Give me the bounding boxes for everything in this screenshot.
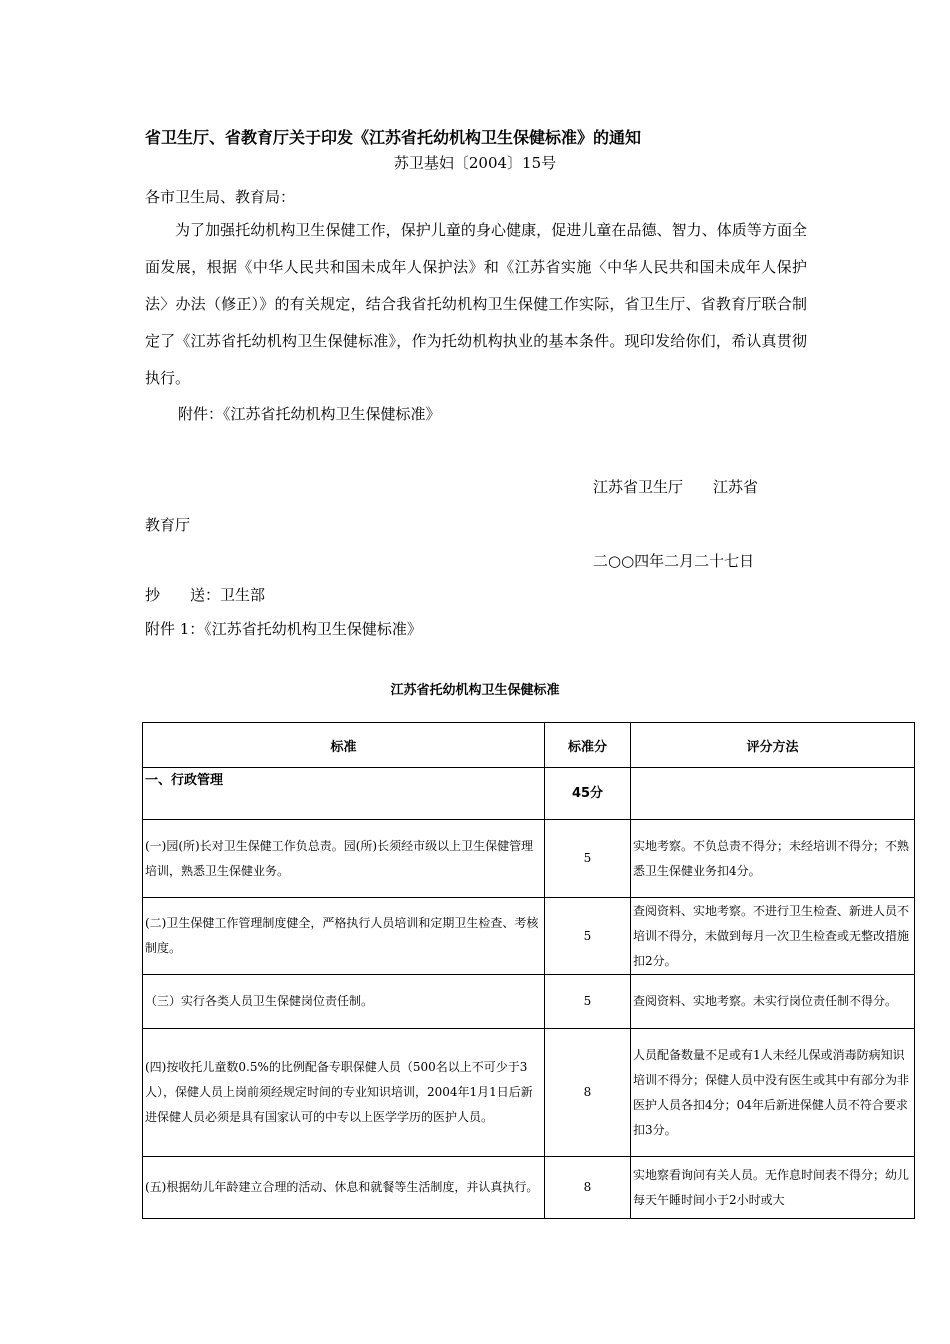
row-standard: (四)按收托儿童数0.5%的比例配备专职保健人员（500名以上不可少于3人），保健人员上岗前须经规定时间的专业知识培训，2004年1月1日后新进保健人员必须是具有国家认可的中专以上医学学历的医护人员。 — [143, 1029, 545, 1157]
attachment-line: 附件：《江苏省托幼机构卫生保健标准》 — [178, 405, 441, 423]
issuer-line-continued: 教育厅 — [145, 516, 191, 534]
standard-table — [142, 722, 915, 1219]
row-standard: (五)根据幼儿年龄建立合理的活动、休息和就餐等生活制度，并认真执行。 — [143, 1157, 545, 1219]
header-method: 评分方法 — [631, 723, 915, 768]
attachment-1-line: 附件 1：《江苏省托幼机构卫生保健标准》 — [145, 620, 422, 638]
row-method: 查阅资料、实地考察。不进行卫生检查、新进人员不培训不得分，未做到每月一次卫生检查或无整改措施扣2分。 — [631, 898, 915, 975]
table-row — [143, 898, 915, 975]
table-header-row — [143, 723, 915, 768]
row-standard: (二)卫生保健工作管理制度健全，严格执行人员培训和定期卫生检查、考核制度。 — [143, 898, 545, 975]
cc-value: 卫生部 — [220, 586, 266, 604]
header-standard: 标准 — [143, 723, 545, 768]
issuer-line: 江苏省卫生厅 江苏省 — [593, 478, 759, 496]
standard-title: 江苏省托幼机构卫生保健标准 — [390, 683, 560, 698]
issue-date: 二○○四年二月二十七日 — [593, 552, 755, 570]
document-number: 苏卫基妇〔2004〕15号 — [393, 154, 557, 172]
salutation: 各市卫生局、教育局： — [145, 188, 296, 206]
section-method — [631, 768, 915, 820]
table-row — [143, 1029, 915, 1157]
section-score: 45分 — [545, 768, 631, 820]
header-score: 标准分 — [545, 723, 631, 768]
cc-label: 抄 送： — [145, 586, 221, 604]
table-row — [143, 1157, 915, 1219]
row-score: 5 — [545, 820, 631, 898]
section-name: 一、行政管理 — [143, 768, 545, 820]
table-row — [143, 820, 915, 898]
row-method: 实地察看询问有关人员。无作息时间表不得分；幼儿每天午睡时间小于2小时或大 — [631, 1157, 915, 1219]
row-method: 查阅资料、实地考察。未实行岗位责任制不得分。 — [631, 975, 915, 1029]
row-method: 实地考察。不负总责不得分；未经培训不得分；不熟悉卫生保健业务扣4分。 — [631, 820, 915, 898]
row-score: 5 — [545, 898, 631, 975]
notice-title: 省卫生厅、省教育厅关于印发《江苏省托幼机构卫生保健标准》的通知 — [145, 128, 642, 147]
row-score: 8 — [545, 1157, 631, 1219]
table-row — [143, 975, 915, 1029]
row-standard: （三）实行各类人员卫生保健岗位责任制。 — [143, 975, 545, 1029]
cc-line — [145, 584, 265, 605]
row-standard: (一)园(所)长对卫生保健工作负总责。园(所)长须经市级以上卫生保健管理培训，熟悉卫生保健业务。 — [143, 820, 545, 898]
row-score: 8 — [545, 1029, 631, 1157]
row-method: 人员配备数量不足或有1人未经儿保或消毒防病知识培训不得分；保健人员中没有医生或其中有部分为非医护人员各扣4分；04年后新进保健人员不符合要求扣3分。 — [631, 1029, 915, 1157]
notice-body: 为了加强托幼机构卫生保健工作，保护儿童的身心健康，促进儿童在品德、智力、体质等方面全面发展，根据《中华人民共和国未成年人保护法》和《江苏省实施〈中华人民共和国未成年人保护法〉办法（修正）》的有关规定，结合我省托幼机构卫生保健工作实际，省卫生厅、省教育厅联合制定了《江苏省托幼机构卫生保健标准》，作为托幼机构执业的基本条件。现印发给你们，希认真贯彻执行。 — [145, 221, 807, 387]
section-row — [143, 768, 915, 820]
row-score: 5 — [545, 975, 631, 1029]
